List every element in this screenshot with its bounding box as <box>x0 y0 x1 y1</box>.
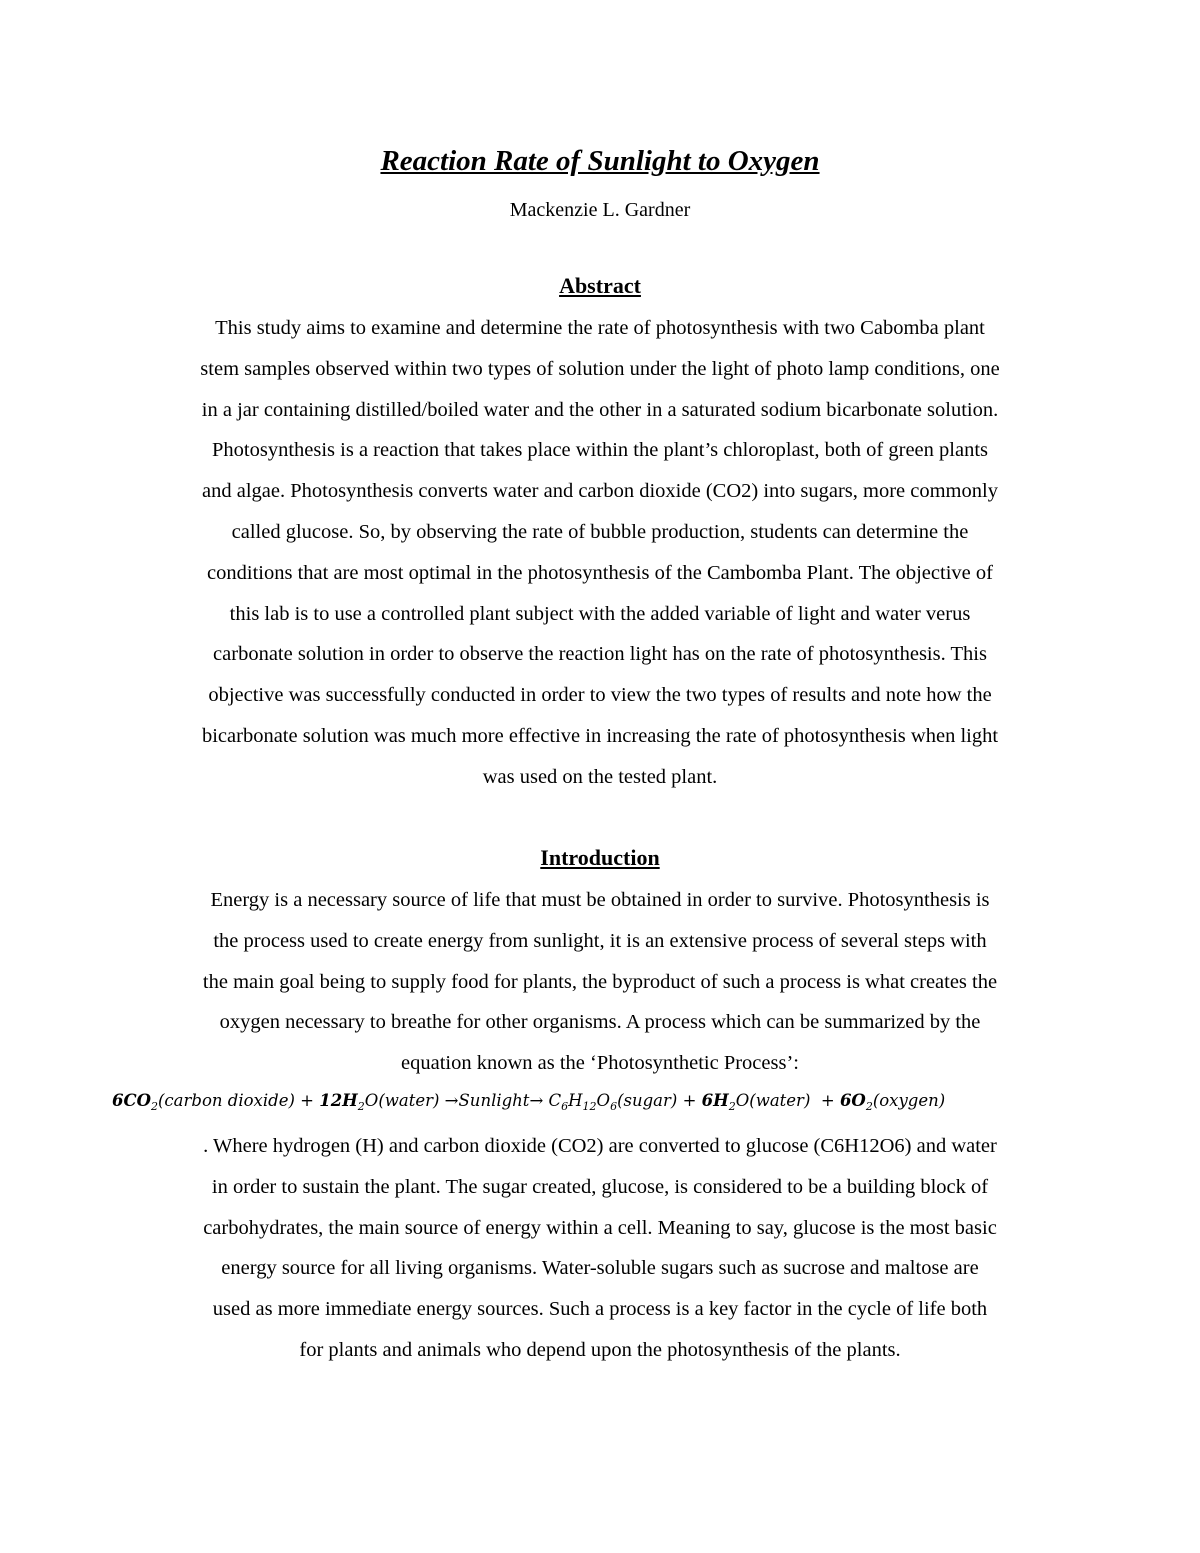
eq-subscript: 12 <box>582 1100 597 1113</box>
eq-element: O <box>364 1091 379 1110</box>
text-line: the process used to create energy from sunlight, it is an extensive process of several steps with <box>213 929 987 952</box>
text-line: for plants and animals who depend upon the photosynthesis of the plants. <box>299 1338 901 1361</box>
text-line: bicarbonate solution was much more effective in increasing the rate of photosynthesis when light <box>201 724 999 747</box>
eq-subscript: 6 <box>561 1100 569 1113</box>
text-line: in order to sustain the plant. The sugar created, glucose, is considered to be a building block of <box>211 1175 989 1198</box>
text-line: in a jar containing distilled/boiled water and the other in a saturated sodium bicarbonate solution. <box>201 398 999 421</box>
text-line: Photosynthesis is a reaction that takes place within the plant’s chloroplast, both of green plants <box>212 439 988 462</box>
author-name: Mackenzie L. Gardner <box>509 199 691 221</box>
text-line: was used on the tested plant. <box>482 765 718 788</box>
eq-element: O <box>735 1091 750 1110</box>
abstract-heading: Abstract <box>559 273 641 298</box>
text-line: objective was successfully conducted in order to view the two types of results and note how the <box>208 684 992 707</box>
eq-label: (oxygen) <box>872 1091 946 1110</box>
eq-subscript: 2 <box>865 1100 873 1113</box>
text-line: This study aims to examine and determine the rate of photosynthesis with two Cabomba plant <box>215 317 985 339</box>
eq-subscript: 2 <box>151 1100 158 1113</box>
eq-element: C <box>548 1091 562 1110</box>
text-line: stem samples observed within two types of solution under the light of photo lamp conditions, one <box>200 357 1000 380</box>
eq-h2o: 12H <box>319 1091 358 1110</box>
eq-operator: + <box>294 1091 320 1110</box>
text-line: carbonate solution in order to observe the reaction light has on the rate of photosynthesis. This <box>213 643 987 666</box>
eq-label: (carbon dioxide) <box>158 1091 295 1110</box>
text-line: the main goal being to supply food for plants, the byproduct of such a process is what creates the <box>202 970 998 993</box>
text-line: energy source for all living organisms. Water-soluble sugars such as sucrose and maltose are <box>221 1257 979 1280</box>
eq-label: (water) <box>378 1091 440 1110</box>
eq-subscript: 2 <box>728 1100 736 1113</box>
document-title: Reaction Rate of Sunlight to Oxygen <box>380 145 820 177</box>
eq-subscript: 2 <box>357 1100 365 1113</box>
eq-label: (water) <box>749 1091 811 1110</box>
eq-arrow: →Sunlight→ <box>439 1091 549 1110</box>
text-line: . Where hydrogen (H) and carbon dioxide (CO2) are converted to glucose (C6H12O6) and water <box>203 1135 997 1157</box>
text-line: equation known as the ‘Photosynthetic Process’: <box>401 1052 799 1075</box>
text-line: this lab is to use a controlled plant subject with the added variable of light and water verus <box>229 602 971 625</box>
eq-element: O <box>596 1091 611 1110</box>
text-line: carbohydrates, the main source of energy within a cell. Meaning to say, glucose is the most basic <box>203 1216 997 1239</box>
introduction-paragraph-continued <box>120 1126 1080 1371</box>
text-line: Energy is a necessary source of life that must be obtained in order to survive. Photosynthesis is <box>210 889 990 911</box>
introduction-heading: Introduction <box>540 845 660 870</box>
photosynthesis-equation <box>112 1084 1088 1120</box>
text-line: used as more immediate energy sources. Such a process is a key factor in the cycle of life both <box>212 1298 988 1321</box>
eq-subscript: 6 <box>610 1100 618 1113</box>
text-line: oxygen necessary to breathe for other organisms. A process which can be summarized by the <box>219 1011 981 1034</box>
eq-element: H <box>568 1091 583 1110</box>
text-line: conditions that are most optimal in the photosynthesis of the Cambomba Plant. The objective of <box>207 561 993 584</box>
eq-operator: + <box>677 1091 702 1110</box>
text-line: and algae. Photosynthesis converts water and carbon dioxide (CO2) into sugars, more commonly <box>202 480 998 503</box>
eq-co2: 6CO <box>112 1091 151 1110</box>
eq-o2: 6O <box>839 1091 866 1110</box>
abstract-paragraph <box>120 308 1080 798</box>
text-line: called glucose. So, by observing the rate of bubble production, students can determine the <box>231 520 969 543</box>
introduction-paragraph <box>120 880 1080 1084</box>
eq-h2o: 6H <box>701 1091 729 1110</box>
eq-operator: + <box>810 1091 840 1110</box>
eq-label: (sugar) <box>617 1091 678 1110</box>
